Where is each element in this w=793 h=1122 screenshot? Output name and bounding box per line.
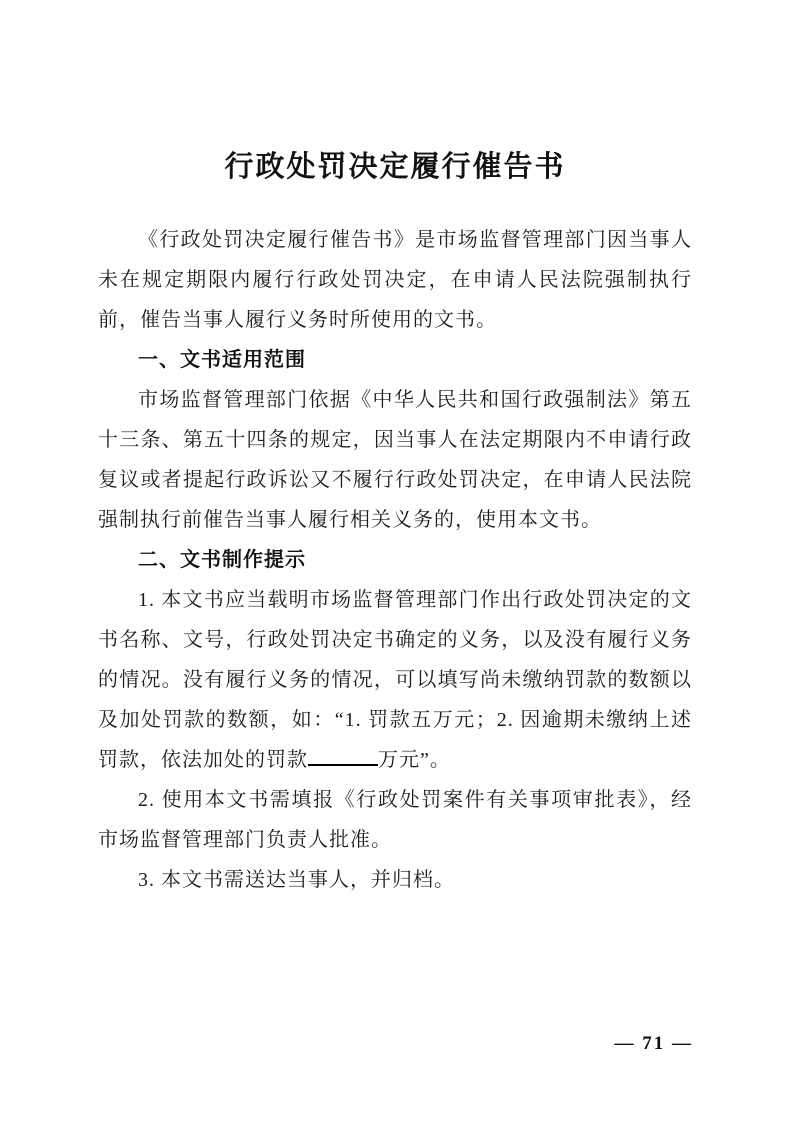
- document-content: [98, 150, 692, 900]
- section-2-heading: 二、文书制作提示: [138, 549, 306, 571]
- intro-paragraph: 《行政处罚决定履行催告书》是市场监督管理部门因当事人未在规定期限内履行行政处罚决定，在申请人民法院强制执行前，催告当事人履行义务时所使用的文书。: [98, 229, 692, 331]
- section-2-item-2: 2. 使用本文书需填报《行政处罚案件有关事项审批表》，经市场监督管理部门负责人批准。: [98, 789, 692, 851]
- fill-in-blank: [308, 764, 378, 766]
- item-1-text-before-blank: 1. 本文书应当载明市场监督管理部门作出行政处罚决定的文书名称、文号，行政处罚决定书确定的义务，以及没有履行义务的情况。没有履行义务的情况，可以填写尚未缴纳罚款的数额以及加处罚款的数额，如：“1. 罚款五万元；2. 因逾期未缴纳上述罚款，依法加处的罚款: [98, 589, 692, 771]
- section-1-heading: 一、文书适用范围: [138, 349, 306, 371]
- section-2-item-1: [98, 580, 692, 780]
- section-1-paragraph: 市场监督管理部门依据《中华人民共和国行政强制法》第五十三条、第五十四条的规定，因当事人在法定期限内不申请行政复议或者提起行政诉讼又不履行行政处罚决定，在申请人民法院强制执行前催告当事人履行相关义务的，使用本文书。: [98, 389, 692, 531]
- document-title: 行政处罚决定履行催告书: [224, 151, 566, 183]
- item-1-text-after-blank: 万元”。: [378, 749, 451, 771]
- page-number: — 71 —: [614, 1033, 693, 1054]
- section-2-item-3: 3. 本文书需送达当事人，并归档。: [138, 869, 455, 891]
